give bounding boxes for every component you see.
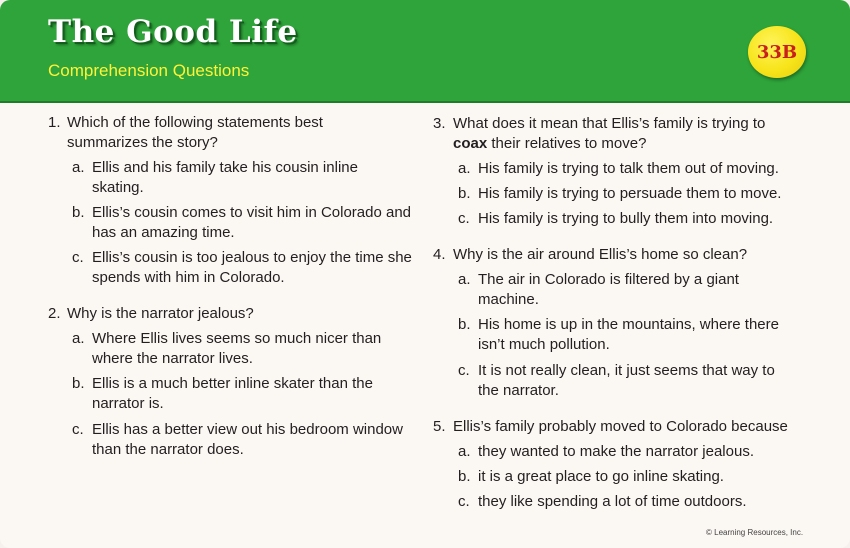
question-3-bold-word: coax [453, 135, 488, 152]
question-4-option-a-line-1: The air in Colorado is filtered by a giant [478, 271, 739, 288]
question-3-option-c-letter: c. [458, 210, 470, 227]
question-4-number: 4. [433, 246, 446, 263]
question-1-option-c-line-2: spends with him in Colorado. [92, 269, 285, 286]
question-4-option-a-line-2: machine. [478, 291, 539, 308]
question-1-option-b-line-2: has an amazing time. [92, 224, 235, 241]
question-1-number: 1. [48, 114, 61, 131]
question-2-option-b-letter: b. [72, 375, 85, 392]
question-4-option-c-line-1: It is not really clean, it just seems that way to [478, 362, 775, 379]
question-5-option-c-letter: c. [458, 493, 470, 510]
question-4-option-c-line-2: the narrator. [478, 382, 559, 399]
card-subtitle: Comprehension Questions [48, 61, 250, 80]
question-4-option-b-line-2: isn’t much pollution. [478, 336, 610, 353]
question-5-option-a-letter: a. [458, 443, 471, 460]
question-1-text-line-2: summarizes the story? [67, 134, 218, 151]
question-1-text-line-1: Which of the following statements best [67, 114, 323, 131]
question-4-option-c-letter: c. [458, 362, 470, 379]
card-title: The Good Life [48, 14, 298, 50]
question-2-option-a-line-1: Where Ellis lives seems so much nicer than [92, 330, 382, 347]
question-2-option-b-line-2: narrator is. [92, 395, 164, 412]
question-1-option-a-line-2: skating. [92, 179, 144, 196]
question-5-text-line-1: Ellis’s family probably moved to Colorado because [453, 418, 788, 435]
card-header [0, 0, 850, 103]
question-2-number: 2. [48, 305, 61, 322]
question-2-option-c-letter: c. [72, 421, 84, 438]
question-1-option-a-line-1: Ellis and his family take his cousin inline [92, 159, 358, 176]
question-3-option-b-letter: b. [458, 185, 471, 202]
question-4-option-a-letter: a. [458, 271, 471, 288]
question-2-option-c-line-2: than the narrator does. [92, 441, 244, 458]
question-1-option-b-line-1: Ellis’s cousin comes to visit him in Colorado and [92, 204, 412, 221]
question-4-text-line-1: Why is the air around Ellis’s home so clean? [453, 246, 748, 263]
question-2-option-a-line-2: where the narrator lives. [92, 350, 253, 367]
question-5-option-b-letter: b. [458, 468, 471, 485]
question-1-option-c-letter: c. [72, 249, 84, 266]
question-3-number: 3. [433, 115, 446, 132]
question-4-option-b-line-1: His home is up in the mountains, where there [478, 316, 779, 333]
question-3-text-line-2-rest: their relatives to move? [487, 135, 647, 152]
question-4-option-b-letter: b. [458, 316, 471, 333]
question-2-option-a-letter: a. [72, 330, 85, 347]
question-3-option-a-line-1: His family is trying to talk them out of moving. [478, 160, 779, 177]
copyright-notice: © Learning Resources, Inc. [706, 528, 804, 537]
question-1-option-c-line-1: Ellis’s cousin is too jealous to enjoy the time she [92, 249, 412, 266]
question-2-option-c-line-1: Ellis has a better view out his bedroom window [92, 421, 403, 438]
question-3-text-line-1: What does it mean that Ellis’s family is trying to [453, 115, 766, 132]
question-5-option-a-line-1: they wanted to make the narrator jealous. [478, 443, 754, 460]
card-number-badge: 33B [748, 26, 806, 78]
question-1-option-b-letter: b. [72, 204, 85, 221]
question-5-option-b-line-1: it is a great place to go inline skating. [478, 468, 724, 485]
question-2-text-line-1: Why is the narrator jealous? [67, 305, 254, 322]
question-3-option-c-line-1: His family is trying to bully them into moving. [478, 210, 774, 227]
question-5-option-c-line-1: they like spending a lot of time outdoors. [478, 493, 747, 510]
question-3-option-b-line-1: His family is trying to persuade them to move. [478, 185, 782, 202]
question-2-option-b-line-1: Ellis is a much better inline skater than the [92, 375, 373, 392]
question-5-number: 5. [433, 418, 446, 435]
question-3-text-line-2 [453, 134, 646, 153]
question-1-option-a-letter: a. [72, 159, 85, 176]
question-3-option-a-letter: a. [458, 160, 471, 177]
